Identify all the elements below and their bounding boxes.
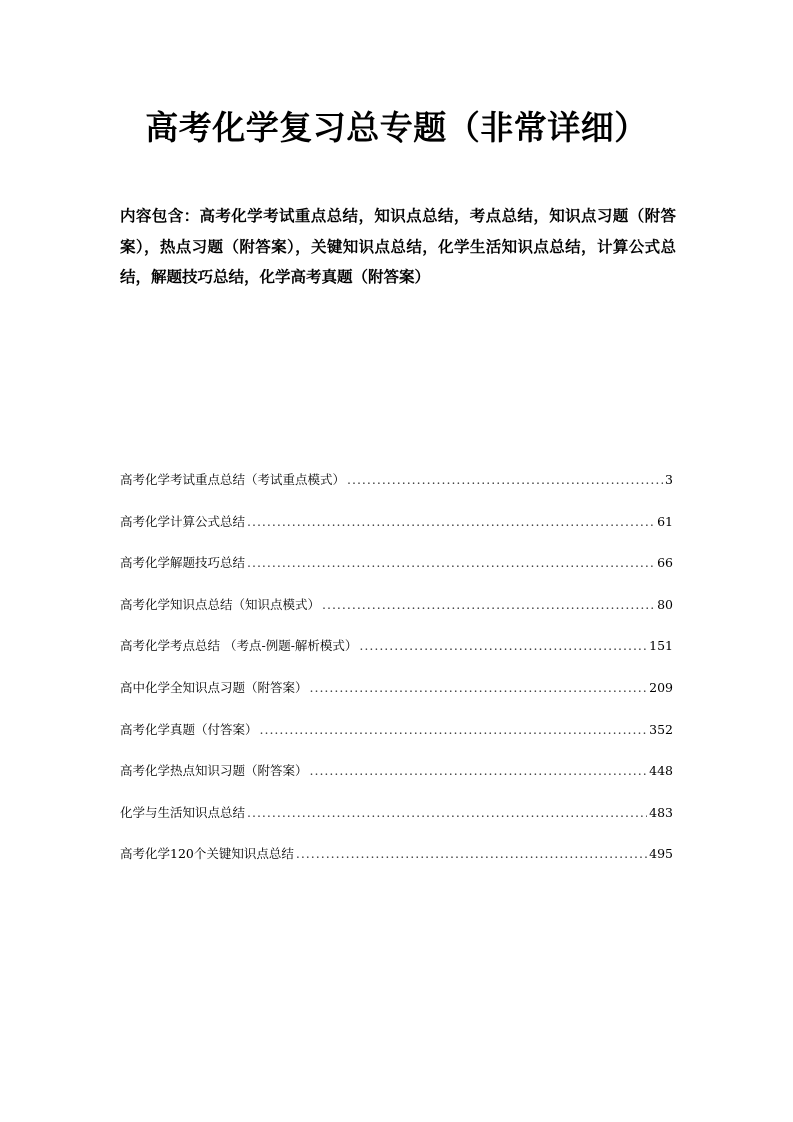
- toc-entry[interactable]: [120, 636, 673, 678]
- toc-entry[interactable]: [120, 595, 673, 637]
- toc-page-number: 151: [649, 638, 673, 654]
- toc-page-number: 448: [649, 763, 673, 779]
- toc-leader-dots: [247, 555, 655, 570]
- toc-leader-dots: [247, 805, 647, 820]
- toc-entry[interactable]: [120, 803, 673, 845]
- toc-entry[interactable]: [120, 553, 673, 595]
- toc-entry-label: 高中化学全知识点习题（附答案）: [120, 679, 308, 695]
- toc-leader-dots: [260, 722, 648, 737]
- toc-entry-label: 高考化学真题（付答案）: [120, 721, 258, 737]
- toc-entry[interactable]: [120, 761, 673, 803]
- toc-page-number: 66: [657, 555, 673, 571]
- toc-leader-dots: [347, 472, 663, 487]
- toc-page-number: 483: [649, 804, 673, 820]
- toc-entry-label: 高考化学计算公式总结: [120, 513, 246, 529]
- toc-entry[interactable]: [120, 844, 673, 886]
- toc-page-number: 495: [649, 846, 673, 862]
- document-title: 高考化学复习总专题（非常详细）: [145, 108, 648, 147]
- toc-leader-dots: [310, 763, 648, 778]
- toc-page-number: 209: [649, 679, 673, 695]
- toc-entry-label: 高考化学考试重点总结（考试重点模式）: [120, 472, 346, 487]
- content-summary: 内容包含：高考化学考试重点总结，知识点总结，考点总结，知识点习题（附答案），热点习题（附答案），关键知识点总结，化学生活知识点总结，计算公式总结，解题技巧总结，化学高考真题（附答案）: [120, 206, 676, 286]
- table-of-contents: [120, 470, 673, 886]
- toc-leader-dots: [247, 514, 655, 529]
- toc-leader-dots: [359, 638, 647, 653]
- toc-entry[interactable]: [120, 678, 673, 720]
- toc-leader-dots: [310, 680, 648, 695]
- toc-entry-label: 高考化学考点总结 （考点-例题-解析模式）: [120, 638, 358, 654]
- toc-entry-label: 高考化学120个关键知识点总结: [120, 846, 294, 862]
- toc-page-number: 80: [657, 596, 673, 612]
- toc-entry[interactable]: [120, 720, 673, 762]
- toc-entry-label: 高考化学热点知识习题（附答案）: [120, 763, 308, 779]
- toc-entry[interactable]: [120, 512, 673, 554]
- toc-entry-label: 高考化学知识点总结（知识点模式）: [120, 596, 321, 612]
- toc-page-number: 352: [649, 721, 673, 737]
- toc-entry-label: 高考化学解题技巧总结: [120, 555, 246, 571]
- toc-entry[interactable]: [120, 470, 673, 512]
- toc-page-number: 3: [665, 472, 673, 487]
- toc-entry-label: 化学与生活知识点总结: [120, 804, 246, 820]
- toc-leader-dots: [296, 846, 647, 861]
- toc-page-number: 61: [657, 513, 673, 529]
- toc-leader-dots: [322, 597, 655, 612]
